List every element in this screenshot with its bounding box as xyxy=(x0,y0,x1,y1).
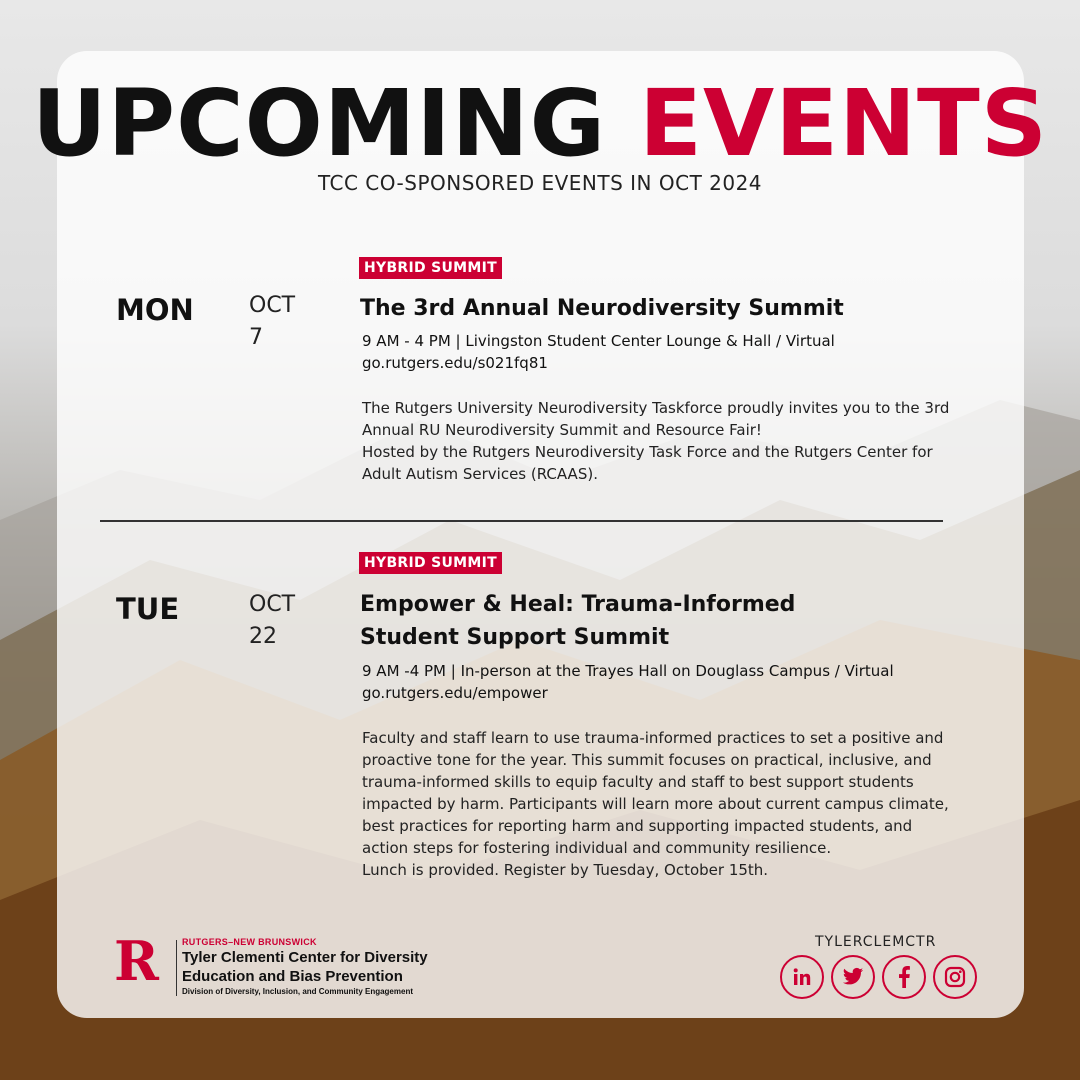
page-subtitle: TCC CO-SPONSORED EVENTS IN OCT 2024 xyxy=(317,171,763,195)
event-description-paragraph: Faculty and staff learn to use trauma-informed practices to set a positive and proactive tone for the year. This summit focuses on practical, inclusive, and trauma-informed skills to equip faculty and staff to best support students impacted by harm. Participants will learn more about current campus climate, best practices for reporting harm and supporting impacted students, and action steps for fostering individual and community resilience. xyxy=(362,729,949,857)
university-name: RUTGERS–NEW BRUNSWICK xyxy=(182,937,317,947)
event-meta xyxy=(362,330,962,374)
event-divider xyxy=(100,520,943,522)
instagram-icon[interactable] xyxy=(933,955,977,999)
page-title xyxy=(0,70,1080,177)
event-month: OCT xyxy=(249,592,296,617)
event-date xyxy=(249,290,295,354)
event-title-line: Student Support Summit xyxy=(360,625,670,650)
event-time-location: 9 AM -4 PM | In-person at the Trayes Hall on Douglass Campus / Virtual xyxy=(362,662,894,680)
center-name-line: Education and Bias Prevention xyxy=(182,968,403,985)
event-link[interactable]: go.rutgers.edu/s021fq81 xyxy=(362,354,548,372)
event-month: OCT xyxy=(249,293,296,318)
event-description xyxy=(362,397,952,485)
event-meta xyxy=(362,660,962,704)
event-day-number: 22 xyxy=(249,624,277,649)
social-links xyxy=(780,955,977,999)
event-title xyxy=(360,588,960,654)
rutgers-logo-icon: R xyxy=(114,929,159,993)
title-upcoming: UPCOMING xyxy=(31,70,607,177)
event-time-location: 9 AM - 4 PM | Livingston Student Center Lounge & Hall / Virtual xyxy=(362,332,835,350)
organization-logo-text xyxy=(182,937,442,998)
event-description-paragraph: The Rutgers University Neurodiversity Taskforce proudly invites you to the 3rd Annual RU Neurodiversity Summit and Resource Fair! xyxy=(362,399,950,439)
event-date xyxy=(249,589,295,653)
title-events: EVENTS xyxy=(639,70,1049,177)
linkedin-icon[interactable] xyxy=(780,955,824,999)
division-name: Division of Diversity, Inclusion, and Community Engagement xyxy=(182,987,413,996)
event-link[interactable]: go.rutgers.edu/empower xyxy=(362,684,548,702)
facebook-icon[interactable] xyxy=(882,955,926,999)
logo-divider xyxy=(176,940,177,996)
event-title-line: The 3rd Annual Neurodiversity Summit xyxy=(360,296,844,321)
event-description xyxy=(362,727,952,881)
event-description-paragraph: Hosted by the Rutgers Neurodiversity Task Force and the Rutgers Center for Adult Autism Services (RCAAS). xyxy=(362,443,933,483)
event-tag: HYBRID SUMMIT xyxy=(359,257,502,279)
event-title-line: Empower & Heal: Trauma-Informed xyxy=(360,592,796,617)
event-day: TUE xyxy=(116,592,180,626)
event-tag: HYBRID SUMMIT xyxy=(359,552,502,574)
event-description-paragraph: Lunch is provided. Register by Tuesday, October 15th. xyxy=(362,861,769,879)
center-name-line: Tyler Clementi Center for Diversity xyxy=(182,949,428,966)
twitter-icon[interactable] xyxy=(831,955,875,999)
event-day: MON xyxy=(116,293,194,327)
event-title xyxy=(360,292,960,325)
social-handle: TYLERCLEMCTR xyxy=(815,934,937,950)
event-day-number: 7 xyxy=(249,325,263,350)
